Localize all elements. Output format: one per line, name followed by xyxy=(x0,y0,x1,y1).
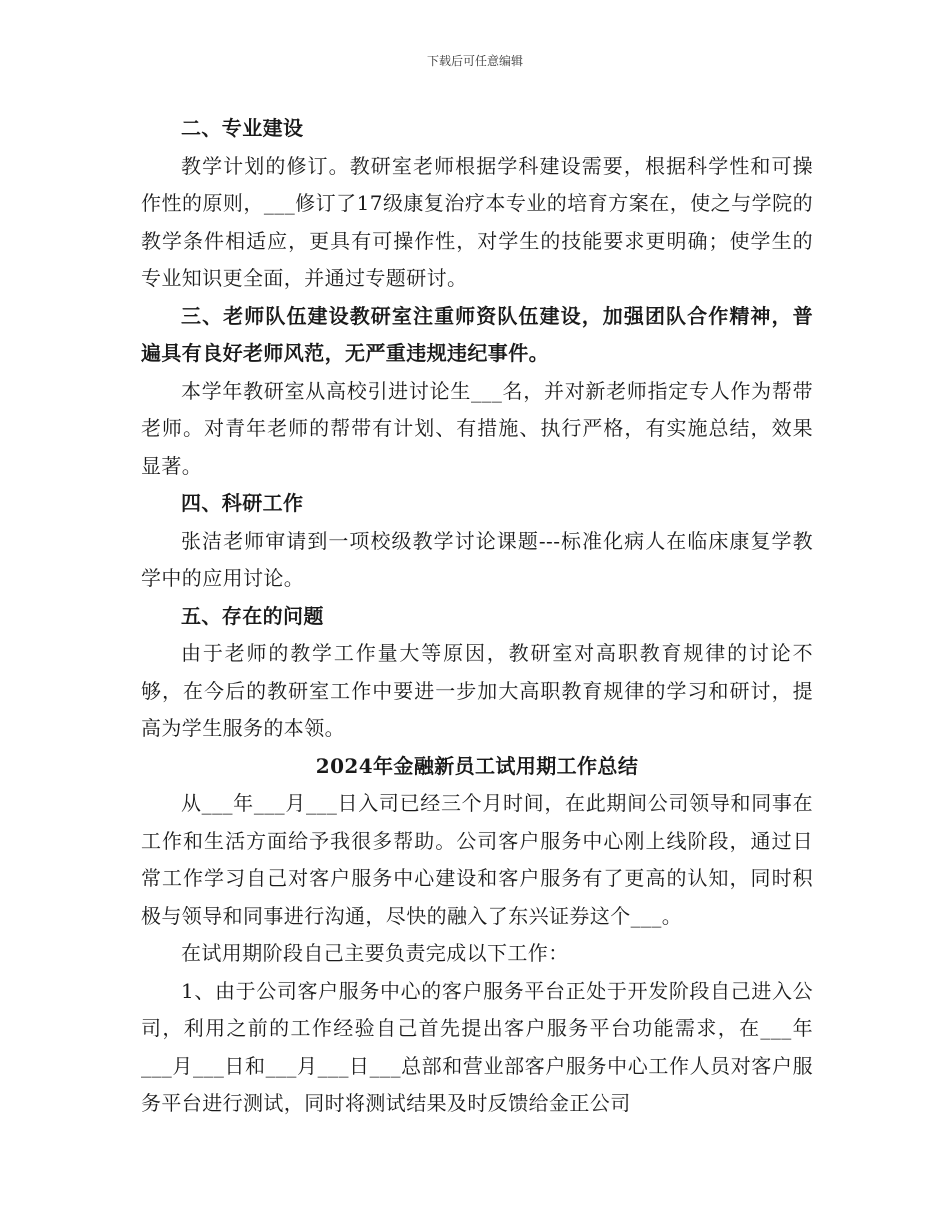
article-title: 2024年金融新员工试用期工作总结 xyxy=(315,753,639,778)
article-item-1: 1、由于公司客户服务中心的客户服务平台正处于开发阶段自己进入公司，利用之前的工作经验自己首先提出客户服务平台功能需求，在___年___月___日和___月___日___总部和营业部客户服务中心工作人员对客户服务平台进行测试，同时将测试结果及时反馈给金正公司 xyxy=(141,978,813,1115)
section-3-heading: 三、老师队伍建设教研室注重师资队伍建设，加强团队合作精神，普遍具有良好老师风范，无严重违规违纪事件。 xyxy=(141,303,813,365)
section-2-paragraph: 教学计划的修订。教研室老师根据学科建设需要，根据科学性和可操作性的原则，___修订了17级康复治疗本专业的培育方案在，使之与学院的教学条件相适应，更具有可操作性，对学生的技能要求更明确；使学生的专业知识更全面，并通过专题研讨。 xyxy=(141,153,813,290)
section-2-heading: 二、专业建设 xyxy=(181,116,304,140)
article-intro-paragraph: 从___年___月___日入司已经三个月时间，在此期间公司领导和同事在工作和生活方面给予我很多帮助。公司客户服务中心刚上线阶段，通过日常工作学习自己对客户服务中心建设和客户服务有了更高的认知，同时积极与领导和同事进行沟通，尽快的融入了东兴证券这个___。 xyxy=(141,791,813,928)
section-5-heading: 五、存在的问题 xyxy=(181,603,324,628)
section-3-paragraph: 本学年教研室从高校引进讨论生___名，并对新老师指定专人作为帮带老师。对青年老师的帮带有计划、有措施、执行严格，有实施总结，效果显著。 xyxy=(141,378,813,478)
section-4-paragraph: 张洁老师审请到一项校级教学讨论课题---标准化病人在临床康复学教学中的应用讨论。 xyxy=(141,528,813,590)
section-5-paragraph: 由于老师的教学工作量大等原因，教研室对高职教育规律的讨论不够，在今后的教研室工作中要进一步加大高职教育规律的学习和研讨，提高为学生服务的本领。 xyxy=(141,641,813,740)
article-lead-paragraph: 在试用期阶段自己主要负责完成以下工作： xyxy=(181,941,569,965)
page-header: 下载后可任意编辑 xyxy=(426,54,523,68)
document-body xyxy=(141,110,813,1123)
section-4-heading: 四、科研工作 xyxy=(181,491,304,515)
